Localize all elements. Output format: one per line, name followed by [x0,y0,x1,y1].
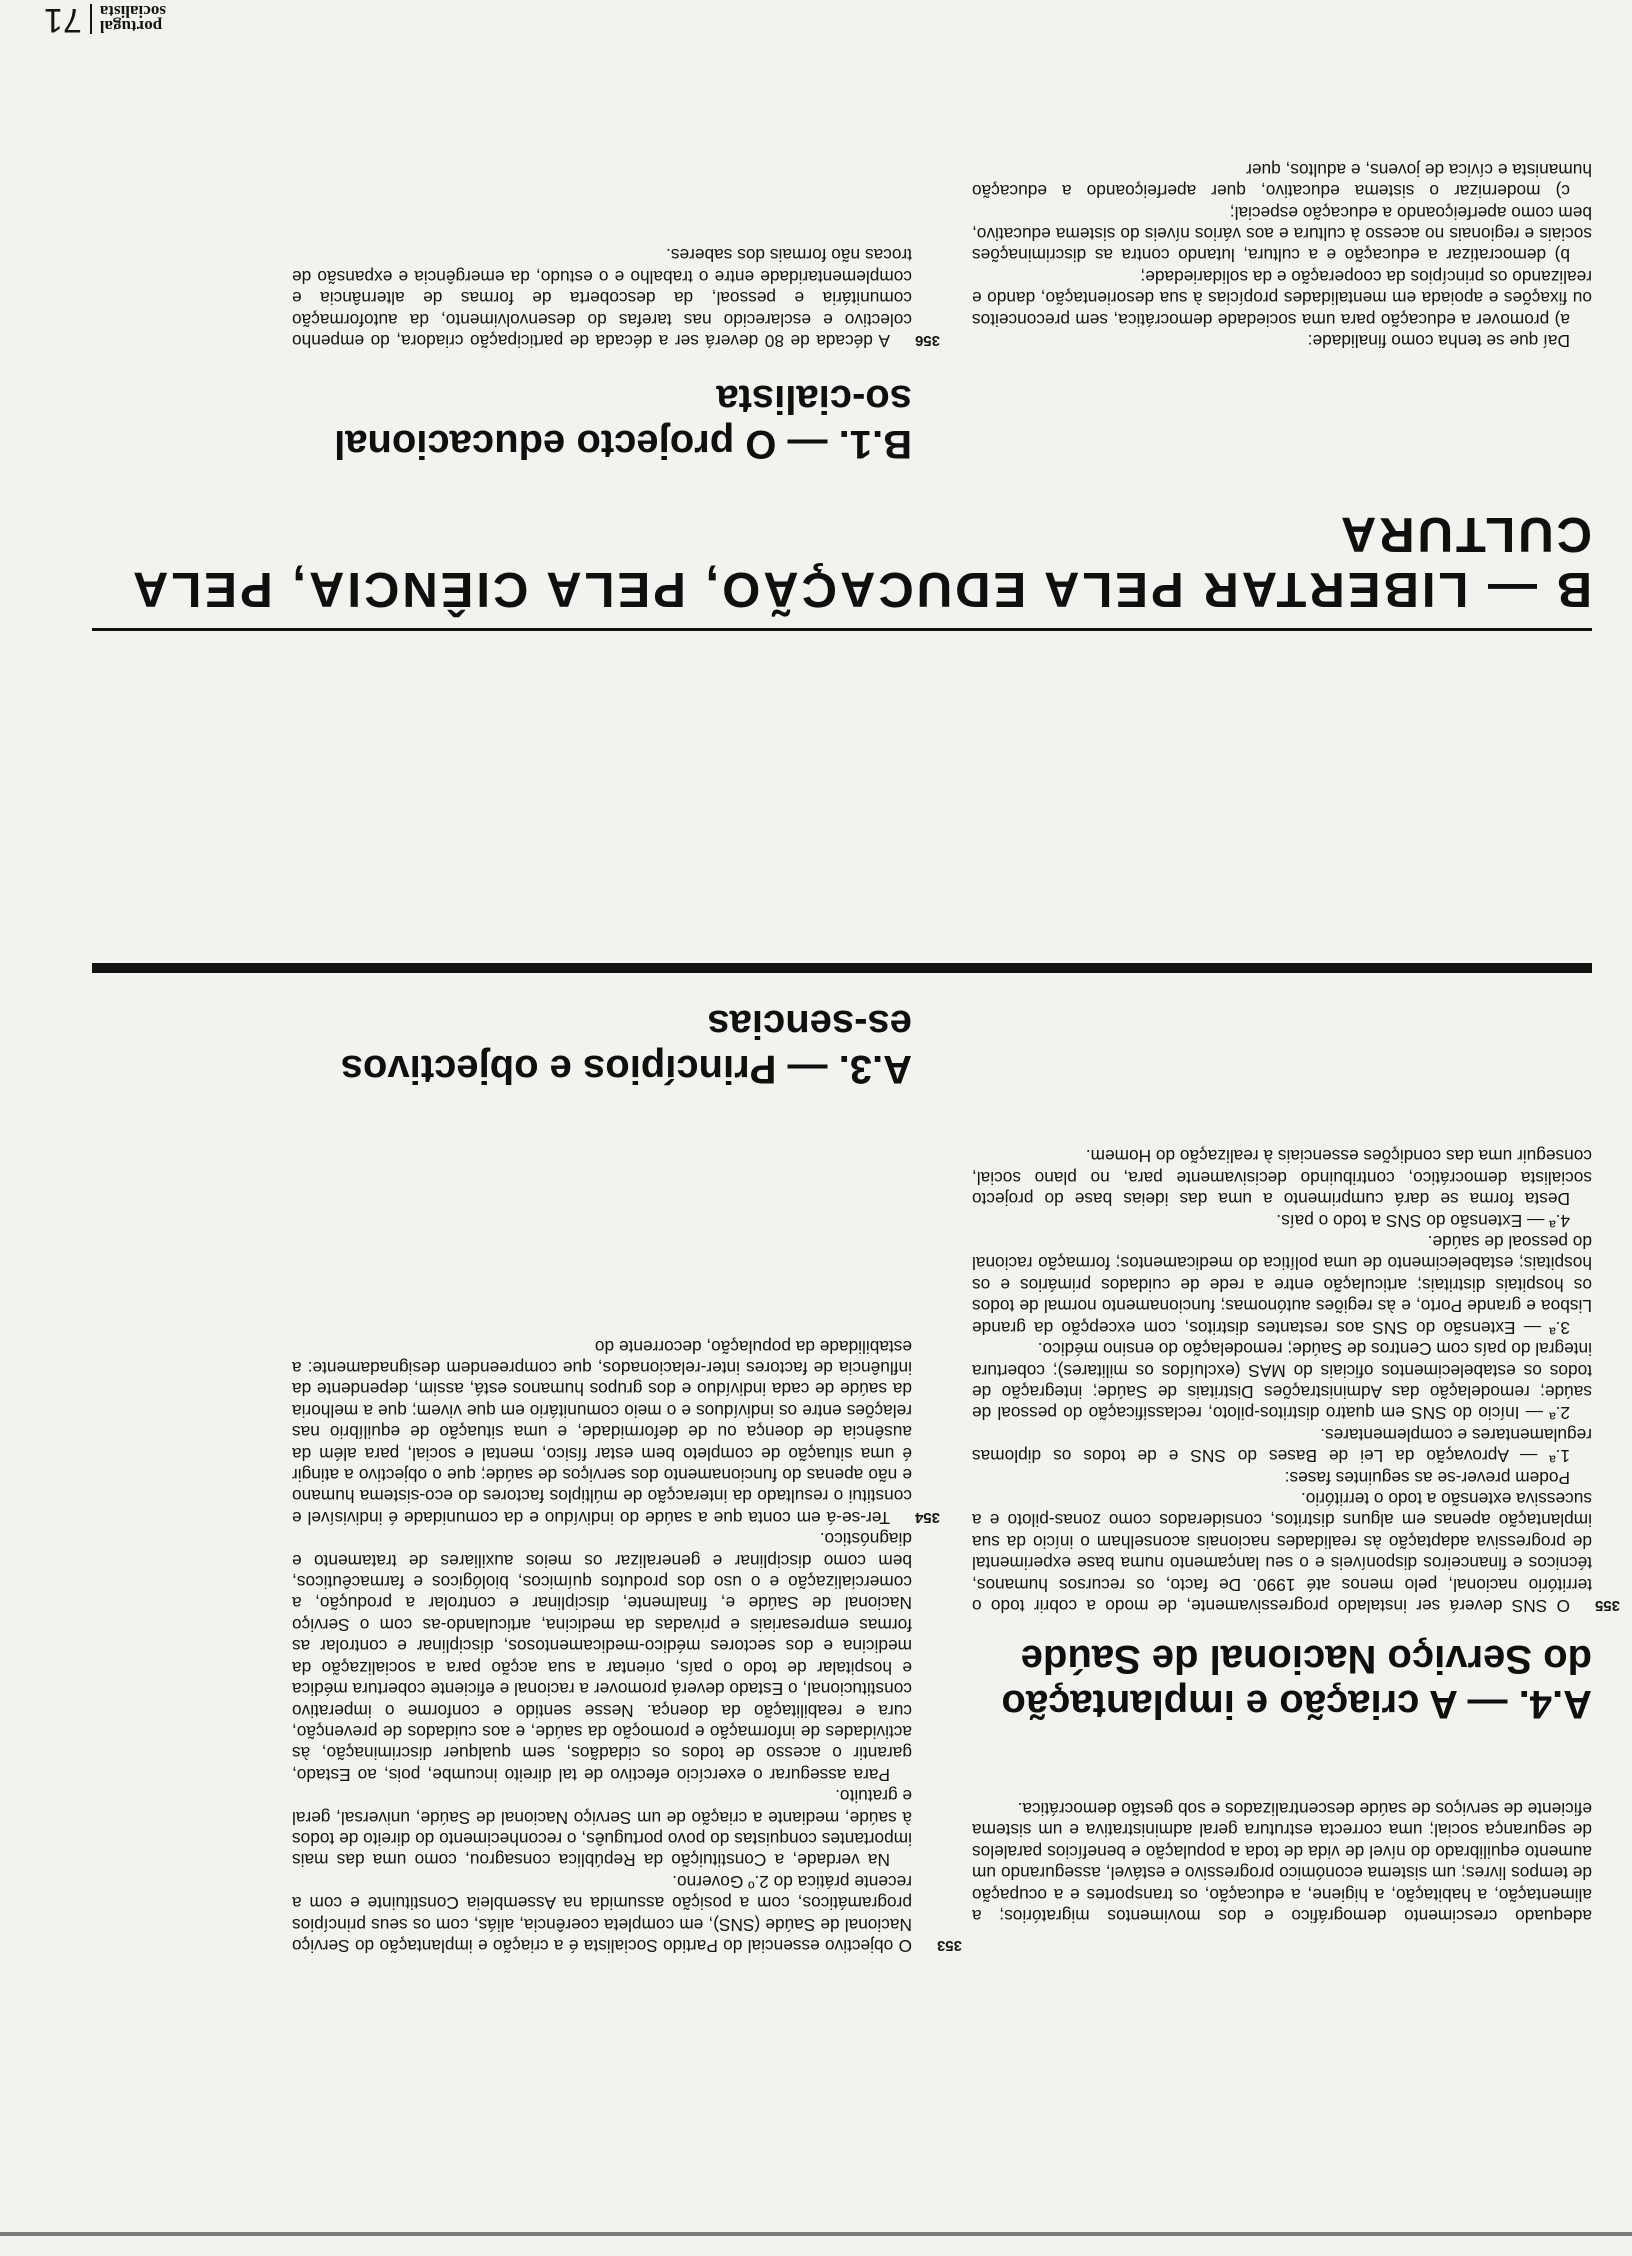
paragraph-354 [292,1335,940,1528]
logo-line-1: portugal [99,17,163,36]
b1-intro: Daí que se tenha como finalidade: [1307,331,1570,351]
column-a4 [972,1798,1592,1926]
b1-item-a: a) promover a educação para uma sociedade democrática, sem preconceitos ou fixações e apoiada em mentalidades propícias à sua desorientação, dando e realizando os princípios da cooperação e da solidariedade; [972,266,1592,330]
section-b-title: B — LIBERTAR PELA EDUCAÇÃO, PELA CIÊNCIA, PELA CULTURA [131,507,1592,616]
column-a3-left [292,1335,962,1956]
paragraph-text: A década de 80 deverá ser a década de participação criadora, do empenho colectivo e esclarecido nas tarefas do desenvolvimento, da autoformação comunitária e pessoal, da descoberta de formas de alternância e complementaridade entre o trabalho e o estudo, da emergência e expansão de trocas não formais dos saberes. [292,245,912,351]
closing-paragraph: Desta forma se dará cumprimento a uma das ideias base do projecto socialista democrático, contribuindo decisivamente para, no plano social, conseguir uma das condições essenciais à realização do Homem. [972,1146,1592,1210]
phase-3: 3.ª — Extensão do SNS aos restantes distritos, com excepção da grande Lisboa e grande Porto, e às regiões autónomas; funcionamento normal de todos os hospitais distritais; articulação entre a rede de cuidados primários e os hospitais; estabelecimento de uma política do medicamentos; formação racional do pessoal de saúde. [972,1232,1592,1338]
phases-intro: Podem prever-se as seguintes fases: [1284,1467,1570,1488]
paragraph-state-duty: Para assegurar o exercício efectivo de tal direito incumbe, pois, ao Estado, garantir o acesso de todos os cidadãos, sem qualquer discriminação, às actividades de informação e promoção da saúde, e aos cuidados de prevenção, cura e reabilitação da doença. Nesse sentido e conforme o imperativo constitucional, o Estado deverá promover a racional e eficiente cobertura médica e hospitalar de todo o país, orientar a sua acção para a socialização da medicina e dos sectores médico-medicamentosos, disciplinar e controlar as formas empresariais e privadas da medicina, articulando-as com o Serviço Nacional de Saúde e, finalmente, disciplinar e controlar a produção, a comercialização e o uso dos produtos químicos, biológicos e farmacêuticos, bem como disciplinar e generalizar os meios auxiliares de tratamento e diagnóstico. [292,1529,912,1785]
paragraph-text: O objectivo essencial do Partido Socialista é a criação e implantação do Serviço Nacional de Saúde (SNS), em completa coerência, aliás, com os seus princípios programáticos, com a posição assumida na Assembleia Constituinte e com a recente prática do 2.º Governo. [292,1871,912,1956]
paragraph-text: O SNS deverá ser instalado progressivamente, de modo a cobrir todo o território nacional, pelo menos até 1990. De facto, os recursos humanos, técnicos e financeiros disponíveis e o seu lançamento numa base experimental de progressiva adaptação às realidades nacionais aconselham o início da sua implantação apenas em alguns distritos, considerados como zonas-piloto e a sucessiva extensão a todo o território. [972,1488,1592,1616]
section-a3-rule [92,963,1592,973]
paragraph-text: Ter-se-á em conta que a saúde do indivíduo e da comunidade é indivisível e constitui o resultado da interacção de múltiplos factores do eco-sistema humano e não apenas do funcionamento dos serviços de saúde; que o objectivo a atingir é uma situação de completo bem estar físico, mental e social, para além da ausência de doença ou de deformidade, e uma situação de equilíbrio nas relações entre os indivíduos e o meio comunitário em que vivem; que a melhoria da saúde de cada indivíduo e dos grupos humanos está, assim, dependente da influência de factores inter-relacionados, que compreendem designadamente: a estabilidade da população, decorrente do [292,1336,912,1528]
section-b-rule [92,628,1592,631]
column-b1-left [292,244,940,351]
column-a4-body [972,1145,1620,1616]
paragraph-number: 353 [936,1937,962,1954]
logo-line-2: socialista [99,2,166,21]
paragraph-number: 354 [914,1508,940,1526]
page-number: 71 [44,1,82,39]
phase-1: 1.ª — Aprovação da Lei de Bases do SNS e de todos os diplomas regulamentares e complementares. [972,1424,1592,1467]
publication-logo [90,4,166,34]
scan-edge [0,2232,1632,2236]
paragraph-355 [972,1488,1620,1616]
paragraph-353 [292,1870,962,1956]
phase-2: 2.ª — Início do SNS em quatro distritos-piloto, reclassificação do pessoal de saúde; remodelação das Administrações Distritais de Saúde; integração de todos os estabelecimentos oficiais do MAS (excluídos os militares); cobertura integral do país com Centros de Saúde; remodelação do ensino médico. [972,1339,1592,1424]
b1-item-c: c) modernizar o sistema educativo, quer aperfeiçoando a educação humanista e cívica de jovens, e adultos, quer [972,159,1592,202]
column-b1-right [972,158,1592,351]
phase-4: 4.ª — Extensão do SNS a todo o país. [1276,1210,1570,1231]
section-a3-title: A.3. — Princípios e objectivos es-sencias [340,1002,912,1091]
a3-continuation: adequado crescimento demográfico e dos movimentos migratórios; a alimentação, a habitação, a higiene, a educação, os transportes e a ocupação de tempos livres; um sistema económico progressivo e estável, assegurando um aumento equilibrado do nível de vida de toda a população e benefícios paralelos de segurança social; uma correcta estrutura geral administrativa e um sistema eficiente de serviços de saúde descentralizados e sob gestão democrática. [972,1798,1592,1926]
page-header [44,0,244,38]
paragraph-number: 356 [914,332,940,349]
section-b1-title: B.1. — O projecto educacional so-cialista [334,377,912,466]
section-a4-title: A.4. — A criação e implantação do Serviço Nacional de Saúde [1001,1637,1592,1726]
paragraph-356 [292,244,940,351]
b1-item-b: b) democratizar a educação e a cultura, lutando contra as discriminações sociais e regionais no acesso à cultura e aos vários níveis do sistema educativo, bem como aperfeiçoando a educação especial; [972,202,1592,266]
paragraph-constitution: Na verdade, a Constituição da República consagrou, como uma das mais importantes conquistas do povo português, o reconhecimento do direito de todos à saúde, mediante a criação de um Serviço Nacional de Saúde, universal, geral e gratuito. [292,1786,912,1871]
paragraph-number: 355 [1594,1597,1620,1614]
